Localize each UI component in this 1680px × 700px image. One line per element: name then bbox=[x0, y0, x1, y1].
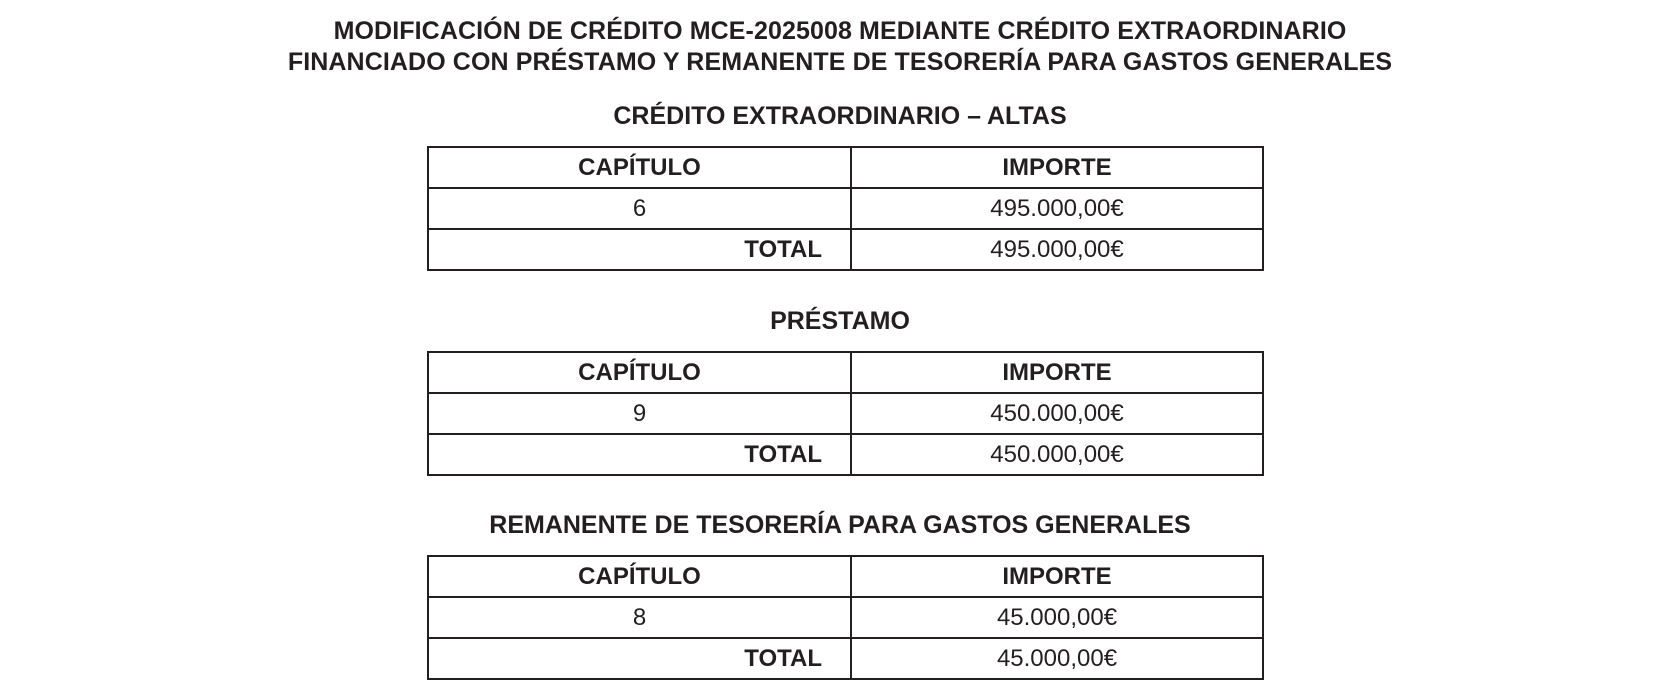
cell-capitulo: 6 bbox=[428, 188, 851, 229]
document-title bbox=[0, 16, 1680, 78]
cell-importe: 450.000,00€ bbox=[851, 393, 1263, 434]
cell-importe: 495.000,00€ bbox=[851, 188, 1263, 229]
header-importe: IMPORTE bbox=[851, 556, 1263, 597]
table-row bbox=[428, 188, 1263, 229]
table-row bbox=[428, 597, 1263, 638]
table-total-row bbox=[428, 638, 1263, 679]
table-header-row bbox=[428, 147, 1263, 188]
header-capitulo: CAPÍTULO bbox=[428, 352, 851, 393]
header-importe: IMPORTE bbox=[851, 352, 1263, 393]
total-importe: 45.000,00€ bbox=[851, 638, 1263, 679]
table-header-row bbox=[428, 556, 1263, 597]
table-credito-extraordinario bbox=[427, 146, 1264, 271]
cell-capitulo: 9 bbox=[428, 393, 851, 434]
document-title-line-2: FINANCIADO CON PRÉSTAMO Y REMANENTE DE TESORERÍA PARA GASTOS GENERALES bbox=[287, 48, 1393, 76]
cell-capitulo: 8 bbox=[428, 597, 851, 638]
table-remanente-tesoreria bbox=[427, 555, 1264, 680]
total-importe: 495.000,00€ bbox=[851, 229, 1263, 270]
table-total-row bbox=[428, 434, 1263, 475]
total-label: TOTAL bbox=[428, 638, 851, 679]
table-header-row bbox=[428, 352, 1263, 393]
header-importe: IMPORTE bbox=[851, 147, 1263, 188]
header-capitulo: CAPÍTULO bbox=[428, 147, 851, 188]
table-row bbox=[428, 393, 1263, 434]
header-capitulo: CAPÍTULO bbox=[428, 556, 851, 597]
table-total-row bbox=[428, 229, 1263, 270]
total-label: TOTAL bbox=[428, 229, 851, 270]
total-label: TOTAL bbox=[428, 434, 851, 475]
document-title-line-1: MODIFICACIÓN DE CRÉDITO MCE-2025008 MEDIANTE CRÉDITO EXTRAORDINARIO bbox=[333, 17, 1347, 45]
cell-importe: 45.000,00€ bbox=[851, 597, 1263, 638]
table-prestamo bbox=[427, 351, 1264, 476]
section-title-remanente-tesoreria: REMANENTE DE TESORERÍA PARA GASTOS GENERALES bbox=[489, 511, 1191, 539]
section-title-credito-extraordinario: CRÉDITO EXTRAORDINARIO – ALTAS bbox=[613, 102, 1067, 130]
total-importe: 450.000,00€ bbox=[851, 434, 1263, 475]
section-title-prestamo: PRÉSTAMO bbox=[770, 307, 910, 335]
